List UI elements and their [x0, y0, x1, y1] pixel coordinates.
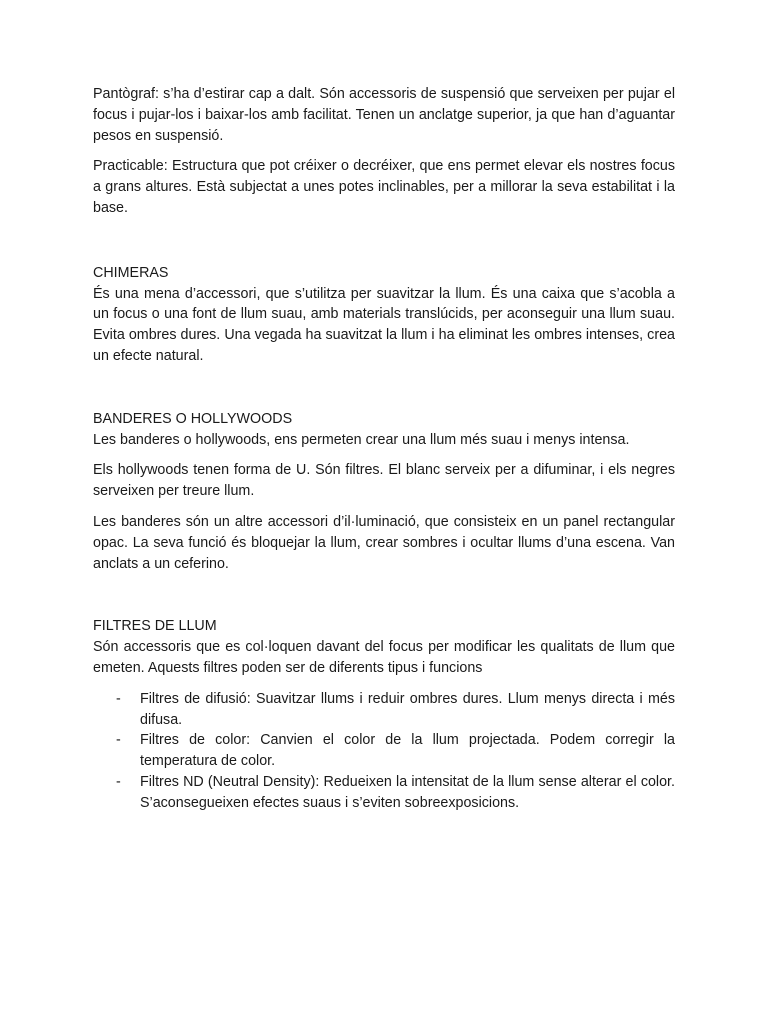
list-bullet: -: [116, 732, 121, 749]
paragraph-banderes-3: Les banderes són un altre accessori d’il·luminació, que consisteix en un panel rectangular opac. La seva funció és bloquejar la llum, crear sombres i ocultar llums d’una escena. Van anclats a un ceferino.: [93, 513, 675, 572]
list-item-text: Filtres de difusió: Suavitzar llums i reduir ombres dures. Llum menys directa i més difusa.: [140, 690, 675, 728]
list-bullet: -: [116, 773, 121, 790]
paragraph-banderes-2: Els hollywoods tenen forma de U. Són filtres. El blanc serveix per a difuminar, i els negres serveixen per treure llum.: [93, 462, 675, 500]
paragraph-banderes-1: Les banderes o hollywoods, ens permeten crear una llum més suau i menys intensa.: [93, 431, 630, 448]
list-item-text: Filtres ND (Neutral Density): Redueixen la intensitat de la llum sense alterar el color. S’aconsegueixen efectes suaus i s’eviten sobreexposicions.: [140, 773, 675, 811]
list-item: [93, 730, 675, 772]
section-heading-filtres: FILTRES DE LLUM: [93, 618, 217, 635]
paragraph-pantograf: Pantògraf: s’ha d’estirar cap a dalt. Són accessoris de suspensió que serveixen per pujar el focus i pujar-los i baixar-los amb facilitat. Tenen un anclatge superior, ja que han d’aguantar pesos en suspensió.: [93, 86, 675, 144]
list-item-text: Filtres de color: Canvien el color de la llum projectada. Podem corregir la temperatura de color.: [140, 732, 675, 770]
list-item: [93, 689, 675, 731]
filter-list: [93, 689, 675, 814]
section-heading-banderes: BANDERES O HOLLYWOODS: [93, 410, 293, 427]
paragraph-chimeras: És una mena d’accessori, que s’utilitza per suavitzar la llum. És una caixa que s’acobla a un focus o una font de llum suau, amb materials translúcids, per aconseguir una llum suau. Evita ombres dures. Una vegada ha suavitzat la llum i ha eliminat les ombres intenses, crea un efecte natural.: [93, 285, 675, 364]
paragraph-practicable: Practicable: Estructura que pot créixer o decréixer, que ens permet elevar els nostres focus a grans altures. Està subjectat a unes potes inclinables, per a millorar la seva estabilitat i la base.: [93, 158, 675, 216]
paragraph-filtres-intro: Són accessoris que es col·loquen davant del focus per modificar les qualitats de llum que emeten. Aquests filtres poden ser de diferents tipus i funcions: [93, 639, 675, 676]
list-bullet: -: [116, 690, 121, 707]
section-spacer: [93, 377, 675, 409]
section-spacer: [93, 584, 675, 616]
section-spacer: [93, 229, 675, 263]
section-heading-chimeras: CHIMERAS: [93, 264, 169, 281]
list-item: [93, 772, 675, 814]
